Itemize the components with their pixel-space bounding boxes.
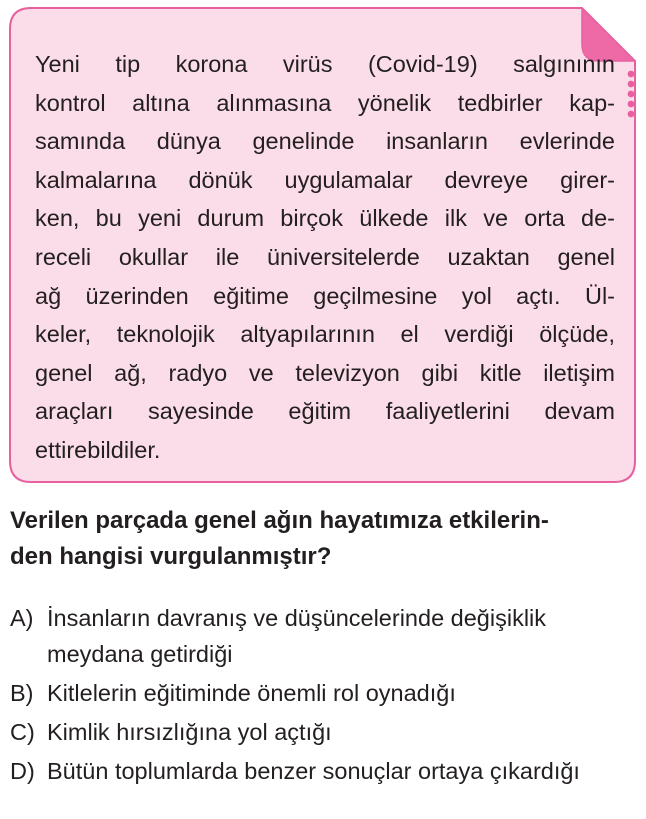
question-line: den hangisi vurgulanmıştır? — [10, 543, 332, 570]
option-letter: C) — [10, 719, 35, 745]
passage-line: kontrol altına alınmasına yönelik tedbirler kap- — [35, 89, 615, 116]
option-b[interactable] — [10, 675, 640, 711]
passage-line: samında dünya genelinde insanların evlerinde — [35, 128, 615, 155]
passage-line: ken, bu yeni durum birçok ülkede ilk ve orta de- — [35, 205, 615, 232]
option-text-line: Kitlelerin eğitiminde önemli rol oynadığı — [47, 680, 456, 706]
passage-line: receli okullar ile üniversitelerde uzaktan genel — [35, 243, 615, 270]
option-text — [10, 753, 640, 789]
passage-line: araçları sayesinde eğitim faaliyetlerini devam — [35, 398, 615, 425]
option-d[interactable] — [10, 753, 640, 789]
passage-card — [9, 7, 636, 483]
option-text-line: Bütün toplumlarda benzer sonuçlar ortaya çıkardığı — [47, 758, 580, 784]
option-letter: D) — [10, 758, 35, 784]
option-text — [10, 600, 640, 672]
option-a[interactable] — [10, 600, 640, 672]
question-line: Verilen parçada genel ağın hayatımıza etkilerin- — [10, 507, 549, 534]
option-text — [10, 714, 640, 750]
option-letter: B) — [10, 680, 34, 706]
passage-line: keler, teknolojik altyapılarının el verdiği ölçüde, — [35, 321, 615, 348]
option-text-line: Kimlik hırsızlığına yol açtığı — [47, 719, 332, 745]
passage-line: Yeni tip korona virüs (Covid-19) salgınının — [35, 51, 615, 77]
passage-line: kalmalarına dönük uygulamalar devreye girer- — [35, 166, 615, 193]
option-text — [10, 675, 640, 711]
passage-text — [35, 45, 615, 470]
option-letter: A) — [10, 605, 34, 631]
option-text-line: meydana getirdiği — [47, 641, 233, 667]
passage-line: genel ağ, radyo ve televizyon gibi kitle iletişim — [35, 359, 615, 386]
option-text-line: İnsanların davranış ve düşüncelerinde değişiklik — [47, 605, 547, 631]
passage-line: ettirebildiler. — [35, 436, 161, 463]
question-stem — [10, 503, 636, 575]
option-c[interactable] — [10, 714, 640, 750]
answer-options — [10, 600, 640, 789]
passage-line: ağ üzerinden eğitime geçilmesine yol açtı. Ül- — [35, 282, 615, 309]
